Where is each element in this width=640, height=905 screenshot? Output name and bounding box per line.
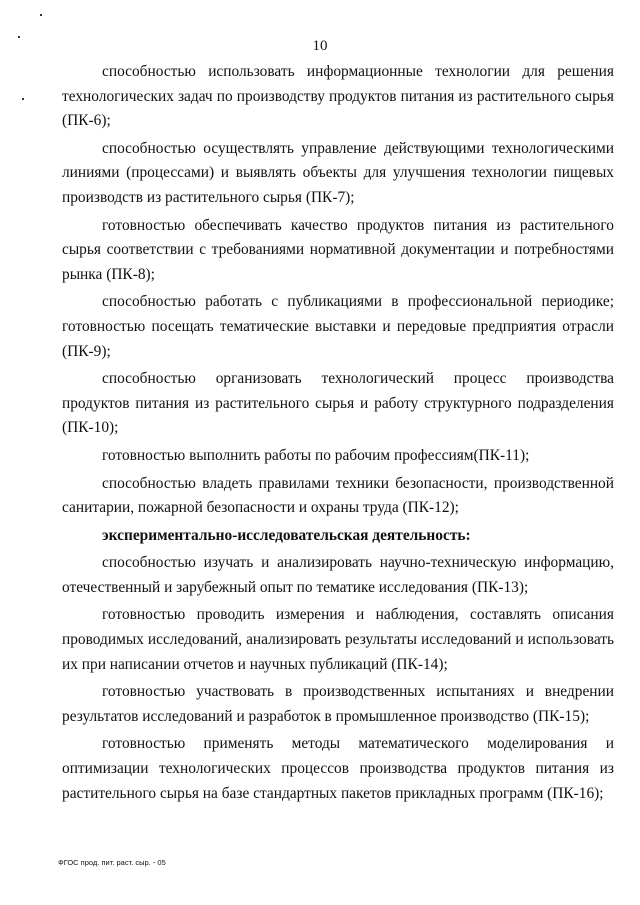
scan-mark: [22, 98, 24, 100]
paragraph-pk10: способностью организовать технологический процесс производства продуктов питания из растительного сырья и работу структурного подразделения (ПК-10);: [62, 370, 614, 437]
paragraph-pk7: способностью осуществлять управление действующими технологическими линиями (процессами) и выявлять объекты для улучшения технологии пищевых производств из растительного сырья (ПК-7);: [62, 139, 614, 206]
paragraph-pk11: готовностью выполнить работы по рабочим профессиям(ПК-11);: [102, 446, 530, 464]
footer-note: ФГОС прод. пит. раст. сыр. - 05: [58, 858, 166, 867]
paragraph-pk16: готовностью применять методы математического моделирования и оптимизации технологических процессов производства продуктов питания из растительного сырья на базе стандартных пакетов прикладных программ (ПК-16);: [62, 735, 614, 802]
paragraph-pk12: способностью владеть правилами техники безопасности, производственной санитарии, пожарной безопасности и охраны труда (ПК-12);: [62, 474, 614, 517]
paragraph-pk9: способностью работать с публикациями в профессиональной периодике; готовностью посещать тематические выставки и передовые предприятия отрасли (ПК-9);: [62, 293, 614, 360]
paragraph-pk15: готовностью участвовать в производственных испытаниях и внедрении результатов исследований и разработок в промышленное производство (ПК-15);: [62, 683, 614, 725]
paragraph-pk6: способностью использовать информационные технологии для решения технологических задач по производству продуктов питания из растительного сырья (ПК-6);: [62, 63, 614, 130]
paragraph-pk8: готовностью обеспечивать качество продуктов питания из растительного сырья соответствии с требованиями нормативной документации и потребностями рынка (ПК-8);: [62, 216, 614, 283]
paragraph-pk13: способностью изучать и анализировать научно-техническую информацию, отечественный и зарубежный опыт по тематике исследования (ПК-13);: [62, 554, 614, 596]
section-heading: экспериментально-исследовательская деятельность:: [102, 526, 471, 544]
page-number: 10: [312, 38, 328, 54]
scan-mark: [40, 14, 42, 16]
document-body: [62, 60, 614, 809]
paragraph-pk14: готовностью проводить измерения и наблюдения, составлять описания проводимых исследований, анализировать результаты исследований и использовать их при написании отчетов и научных публикаций (ПК-14);: [62, 606, 614, 673]
